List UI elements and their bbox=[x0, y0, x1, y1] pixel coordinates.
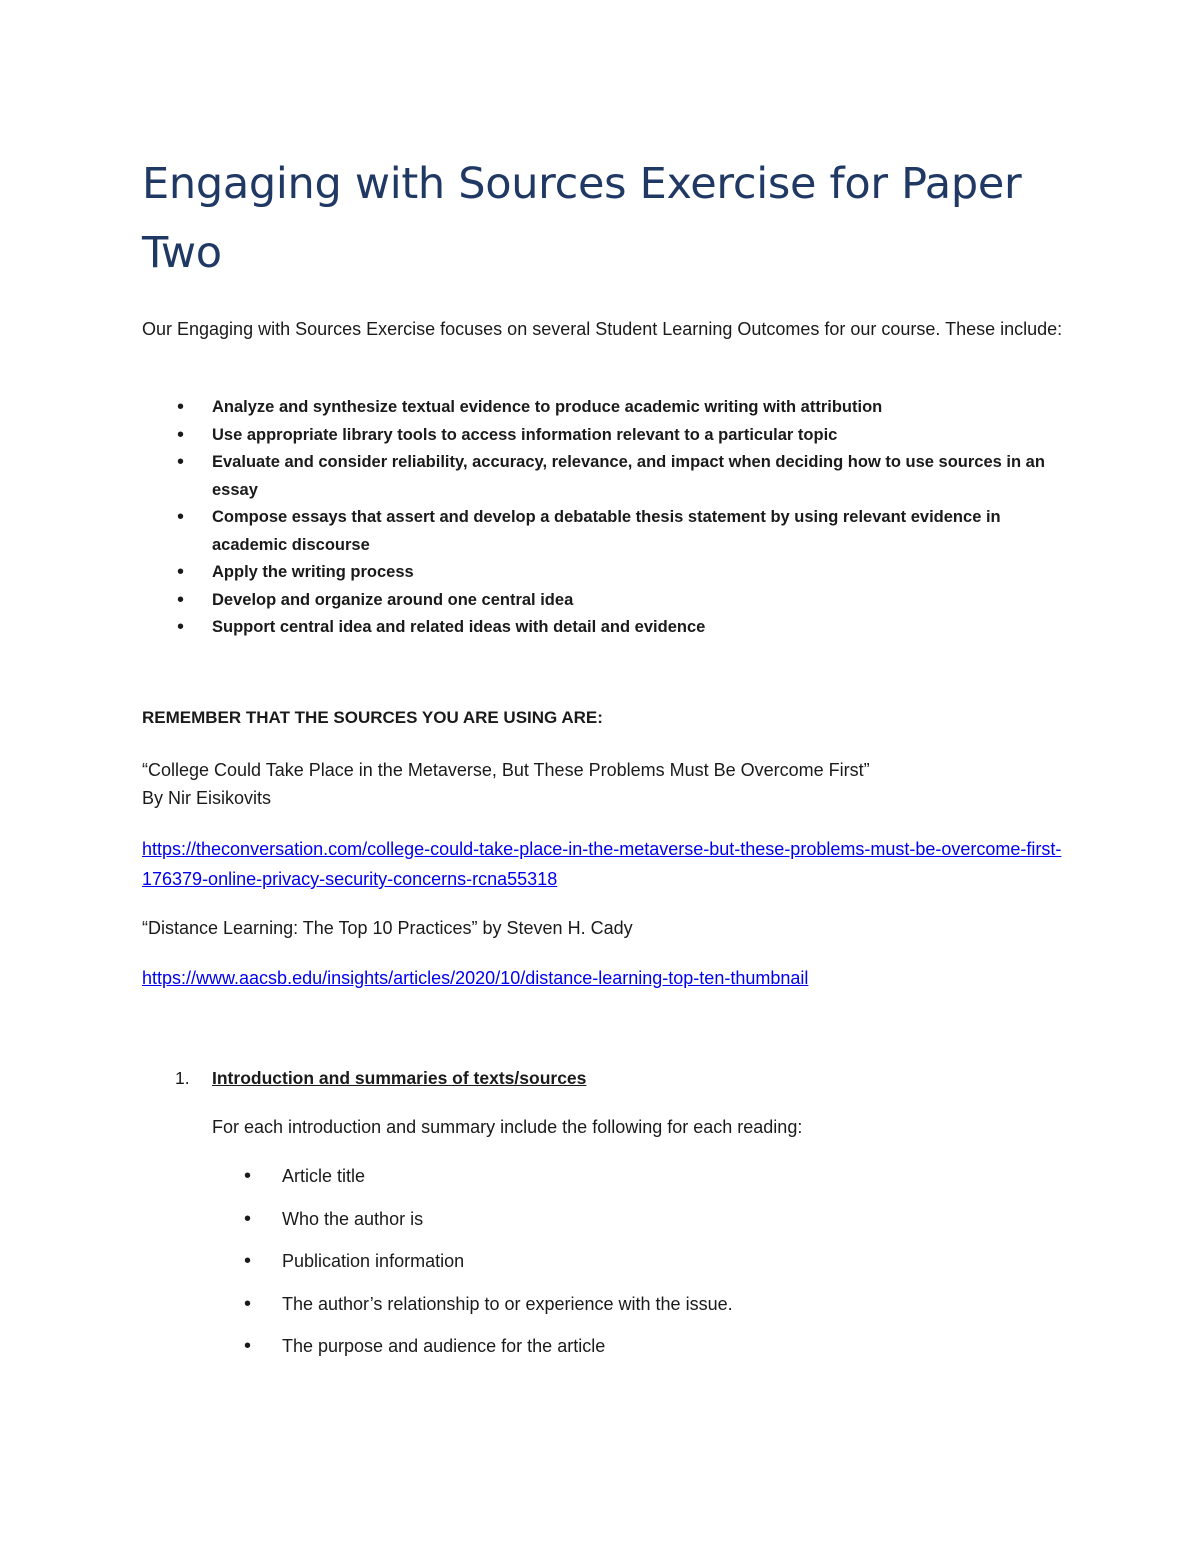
bullet-icon bbox=[244, 1332, 251, 1360]
requirement-text: Article title bbox=[282, 1166, 366, 1186]
requirement-text: Publication information bbox=[282, 1251, 465, 1271]
source-1-link-paragraph bbox=[142, 834, 1062, 894]
section-1-instruction: For each introduction and summary include the following for each reading: bbox=[212, 1117, 803, 1137]
list-item bbox=[142, 504, 1077, 559]
intro-paragraph: Our Engaging with Sources Exercise focuses on several Student Learning Outcomes for our course. These include: bbox=[142, 319, 1063, 339]
requirement-text: The author’s relationship to or experience with the issue. bbox=[282, 1293, 733, 1314]
bullet-icon bbox=[177, 422, 184, 451]
bullet-icon bbox=[244, 1162, 251, 1190]
outcome-text: Develop and organize around one central idea bbox=[212, 590, 574, 609]
bullet-icon bbox=[244, 1247, 251, 1275]
list-item bbox=[142, 449, 1077, 504]
bullet-icon bbox=[177, 449, 184, 478]
source-1-title: “College Could Take Place in the Metaverse, But These Problems Must Be Overcome First” bbox=[142, 760, 870, 780]
list-item bbox=[142, 422, 1077, 450]
source-2-title: “Distance Learning: The Top 10 Practices” by Steven H. Cady bbox=[142, 918, 633, 938]
remember-heading: REMEMBER THAT THE SOURCES YOU ARE USING ARE: bbox=[142, 708, 603, 727]
section-1-heading bbox=[142, 1064, 586, 1092]
bullet-icon bbox=[244, 1205, 251, 1233]
list-item bbox=[142, 587, 1077, 615]
bullet-icon bbox=[177, 559, 184, 588]
bullet-icon bbox=[177, 394, 184, 423]
bullet-icon bbox=[177, 504, 184, 533]
bullet-icon bbox=[177, 587, 184, 616]
list-item bbox=[142, 614, 1077, 642]
list-item bbox=[212, 1290, 733, 1318]
source-2-link[interactable]: https://www.aacsb.edu/insights/articles/2020/10/distance-learning-top-ten-thumbnail bbox=[142, 968, 809, 988]
source-2-link-paragraph bbox=[142, 963, 1062, 993]
outcome-text: Evaluate and consider reliability, accuracy, relevance, and impact when deciding how to use sources in an essay bbox=[212, 453, 1045, 499]
reading-requirements-list bbox=[212, 1162, 733, 1375]
outcome-text: Compose essays that assert and develop a debatable thesis statement by using relevant evidence in academic discourse bbox=[212, 508, 1001, 554]
section-heading-text: Introduction and summaries of texts/sources bbox=[212, 1068, 587, 1088]
outcome-text: Apply the writing process bbox=[212, 563, 414, 581]
list-item bbox=[212, 1247, 733, 1275]
list-item bbox=[212, 1162, 733, 1190]
outcome-text: Analyze and synthesize textual evidence to produce academic writing with attribution bbox=[212, 398, 883, 416]
learning-outcomes-list bbox=[142, 394, 1077, 642]
source-1-author: By Nir Eisikovits bbox=[142, 788, 272, 808]
list-item bbox=[142, 559, 1077, 587]
bullet-icon bbox=[177, 614, 184, 643]
requirement-text: Who the author is bbox=[282, 1208, 424, 1229]
list-item bbox=[142, 394, 1077, 422]
section-number: 1. bbox=[175, 1068, 190, 1088]
requirement-text: The purpose and audience for the article bbox=[282, 1336, 606, 1356]
source-1-link[interactable]: https://theconversation.com/college-could-take-place-in-the-metaverse-but-these-problems-must-be-overcome-first-176379-online-privacy-security-concerns-rcna55318 bbox=[142, 839, 1062, 889]
outcome-text: Support central idea and related ideas with detail and evidence bbox=[212, 618, 706, 636]
list-item bbox=[212, 1205, 733, 1233]
outcome-text: Use appropriate library tools to access information relevant to a particular topic bbox=[212, 425, 838, 444]
page-title: Engaging with Sources Exercise for Paper Two bbox=[142, 159, 1022, 278]
list-item bbox=[212, 1332, 733, 1360]
bullet-icon bbox=[244, 1290, 251, 1318]
